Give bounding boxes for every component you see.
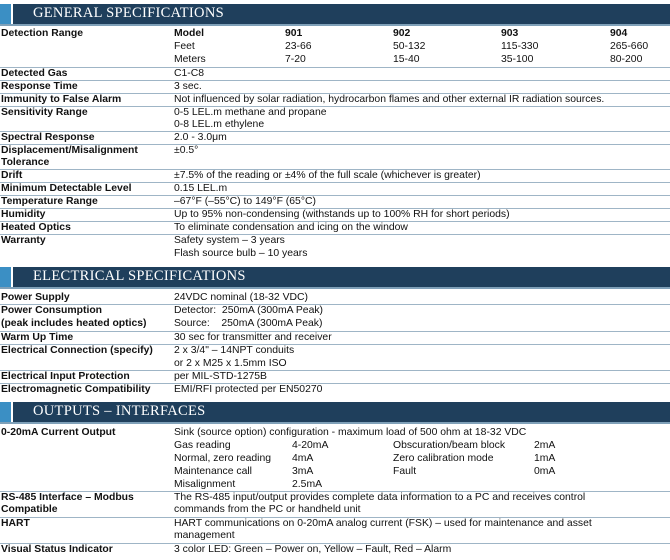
meters-904: 80-200 — [610, 54, 643, 65]
spec-label: Temperature Range — [1, 196, 98, 207]
spec-value: 0-5 LEL.m methane and propane — [174, 107, 327, 118]
feet-904: 265-660 — [610, 41, 649, 52]
spec-value: To eliminate condensation and icing on the window — [174, 222, 408, 233]
output-row-current — [0, 427, 670, 492]
spec-row-immunity — [0, 94, 670, 107]
output-state-name: Zero calibration mode — [393, 453, 494, 464]
spec-label: 0-20mA Current Output — [1, 427, 116, 438]
meters-902: 15-40 — [393, 54, 420, 65]
spec-label: RS-485 Interface – Modbus — [1, 492, 134, 503]
spec-row-heated-optics — [0, 222, 670, 235]
spec-value: The RS-485 input/output provides complete data information to a PC and receives control — [174, 492, 586, 503]
model-header: Model — [174, 28, 205, 39]
spec-label: Response Time — [1, 81, 78, 92]
elec-row-connection — [0, 345, 670, 371]
spec-value: 0.15 LEL.m — [174, 183, 228, 194]
spec-value: 2.0 - 3.0μm — [174, 132, 227, 143]
output-state-value: 3mA — [292, 466, 314, 477]
spec-row-temperature — [0, 196, 670, 209]
feet-label: Feet — [174, 41, 195, 52]
spec-label-line2: Tolerance — [1, 157, 50, 168]
header-accent — [0, 4, 13, 24]
feet-903: 115-330 — [501, 41, 539, 52]
output-state-value: 4mA — [292, 453, 314, 464]
spec-value-line2: management — [174, 530, 235, 541]
elec-row-power-consumption — [0, 305, 670, 332]
detection-range-row — [0, 28, 670, 68]
meters-label: Meters — [174, 54, 206, 65]
elec-row-warm-up — [0, 332, 670, 345]
model-904: 904 — [610, 28, 628, 39]
feet-901: 23-66 — [285, 41, 312, 52]
spec-value-line2: 0-8 LEL.m ethylene — [174, 119, 265, 130]
output-state-name: Obscuration/beam block — [393, 440, 506, 451]
general-specs-header — [0, 4, 670, 26]
spec-value: 2 x 3/4" – 14NPT conduits — [174, 345, 295, 356]
spec-label: HART — [1, 518, 30, 529]
spec-label: Power Supply — [1, 292, 70, 303]
model-903: 903 — [501, 28, 519, 39]
spec-value: ±0.5° — [174, 145, 199, 156]
spec-label: Minimum Detectable Level — [1, 183, 132, 194]
output-state-name: Gas reading — [174, 440, 231, 451]
output-row-hart — [0, 518, 670, 544]
spec-label: Humidity — [1, 209, 46, 220]
spec-value: EMI/RFI protected per EN50270 — [174, 384, 323, 395]
spec-label: Visual Status Indicator — [1, 544, 113, 555]
spec-value: 30 sec for transmitter and receiver — [174, 332, 332, 343]
elec-row-power-supply — [0, 292, 670, 305]
elec-row-input-protection — [0, 371, 670, 384]
output-row-rs485 — [0, 492, 670, 518]
spec-value: 24VDC nominal (18-32 VDC) — [174, 292, 308, 303]
spec-label: Drift — [1, 170, 23, 181]
spec-label: Immunity to False Alarm — [1, 94, 122, 105]
section-title: OUTPUTS – INTERFACES — [33, 403, 206, 419]
spec-value: ±7.5% of the reading or ±4% of the full scale (whichever is greater) — [174, 170, 481, 181]
spec-label: Electrical Connection (specify) — [1, 345, 153, 356]
output-state-name: Normal, zero reading — [174, 453, 272, 464]
spec-row-detected-gas — [0, 68, 670, 81]
spec-label: Displacement/Misalignment — [1, 145, 138, 156]
model-902: 902 — [393, 28, 411, 39]
spec-value: C1-C8 — [174, 68, 205, 79]
spec-value: HART communications on 0-20mA analog current (FSK) – used for maintenance and asset — [174, 518, 592, 529]
detection-range-label: Detection Range — [1, 28, 83, 39]
feet-902: 50-132 — [393, 41, 426, 52]
spec-label: Heated Optics — [1, 222, 71, 233]
model-901: 901 — [285, 28, 303, 39]
spec-value: 3 sec. — [174, 81, 202, 92]
spec-row-displacement — [0, 145, 670, 170]
spec-label: Warranty — [1, 235, 46, 246]
spec-row-drift — [0, 170, 670, 183]
spec-label: Electrical Input Protection — [1, 371, 130, 382]
output-state-name: Fault — [393, 466, 417, 477]
meters-903: 35-100 — [501, 54, 534, 65]
spec-row-response-time — [0, 81, 670, 94]
spec-value-line2: Source: 250mA (300mA Peak) — [174, 318, 323, 329]
spec-value-line2: commands from the PC or handheld unit — [174, 504, 361, 515]
elec-row-emc — [0, 384, 670, 396]
spec-label-line2: Compatible — [1, 504, 58, 515]
spec-row-sensitivity — [0, 107, 670, 132]
spec-value: Safety system – 3 years — [174, 235, 285, 246]
output-state-value: 4-20mA — [292, 440, 329, 451]
spec-value-line2: Flash source bulb – 10 years — [174, 248, 308, 259]
section-title: GENERAL SPECIFICATIONS — [33, 5, 224, 21]
output-state-name: Maintenance call — [174, 466, 252, 477]
spec-row-spectral — [0, 132, 670, 145]
output-state-value: 2.5mA — [292, 479, 323, 490]
output-state-value: 2mA — [534, 440, 556, 451]
current-output-intro: Sink (source option) configuration - maximum load of 500 ohm at 18-32 VDC — [174, 427, 527, 438]
spec-value-line2: or 2 x M25 x 1.5mm ISO — [174, 358, 287, 369]
spec-value: Not influenced by solar radiation, hydrocarbon flames and other external IR radiation sources. — [174, 94, 605, 105]
spec-label: Power Consumption — [1, 305, 103, 316]
electrical-specs-header — [0, 267, 670, 289]
output-state-value: 0mA — [534, 466, 556, 477]
spec-value: per MIL-STD-1275B — [174, 371, 267, 382]
spec-value: –67°F (–55°C) to 149°F (65°C) — [174, 196, 316, 207]
spec-row-warranty — [0, 235, 670, 260]
spec-value: Up to 95% non-condensing (withstands up to 100% RH for short periods) — [174, 209, 510, 220]
outputs-interfaces-header — [0, 402, 670, 424]
spec-value: 3 color LED: Green – Power on, Yellow – Fault, Red – Alarm — [174, 544, 452, 555]
spec-value: Detector: 250mA (300mA Peak) — [174, 305, 324, 316]
spec-row-humidity — [0, 209, 670, 222]
output-state-value: 1mA — [534, 453, 556, 464]
spec-label: Sensitivity Range — [1, 107, 88, 118]
spec-label: Spectral Response — [1, 132, 95, 143]
spec-row-min-level — [0, 183, 670, 196]
spec-label-line2: (peak includes heated optics) — [1, 318, 147, 329]
section-title: ELECTRICAL SPECIFICATIONS — [33, 268, 246, 284]
spec-label: Warm Up Time — [1, 332, 74, 343]
meters-901: 7-20 — [285, 54, 306, 65]
output-row-visual — [0, 544, 670, 557]
header-accent — [0, 402, 13, 422]
spec-label: Detected Gas — [1, 68, 68, 79]
spec-label: Electromagnetic Compatibility — [1, 384, 151, 395]
output-state-name: Misalignment — [174, 479, 236, 490]
header-accent — [0, 267, 13, 287]
